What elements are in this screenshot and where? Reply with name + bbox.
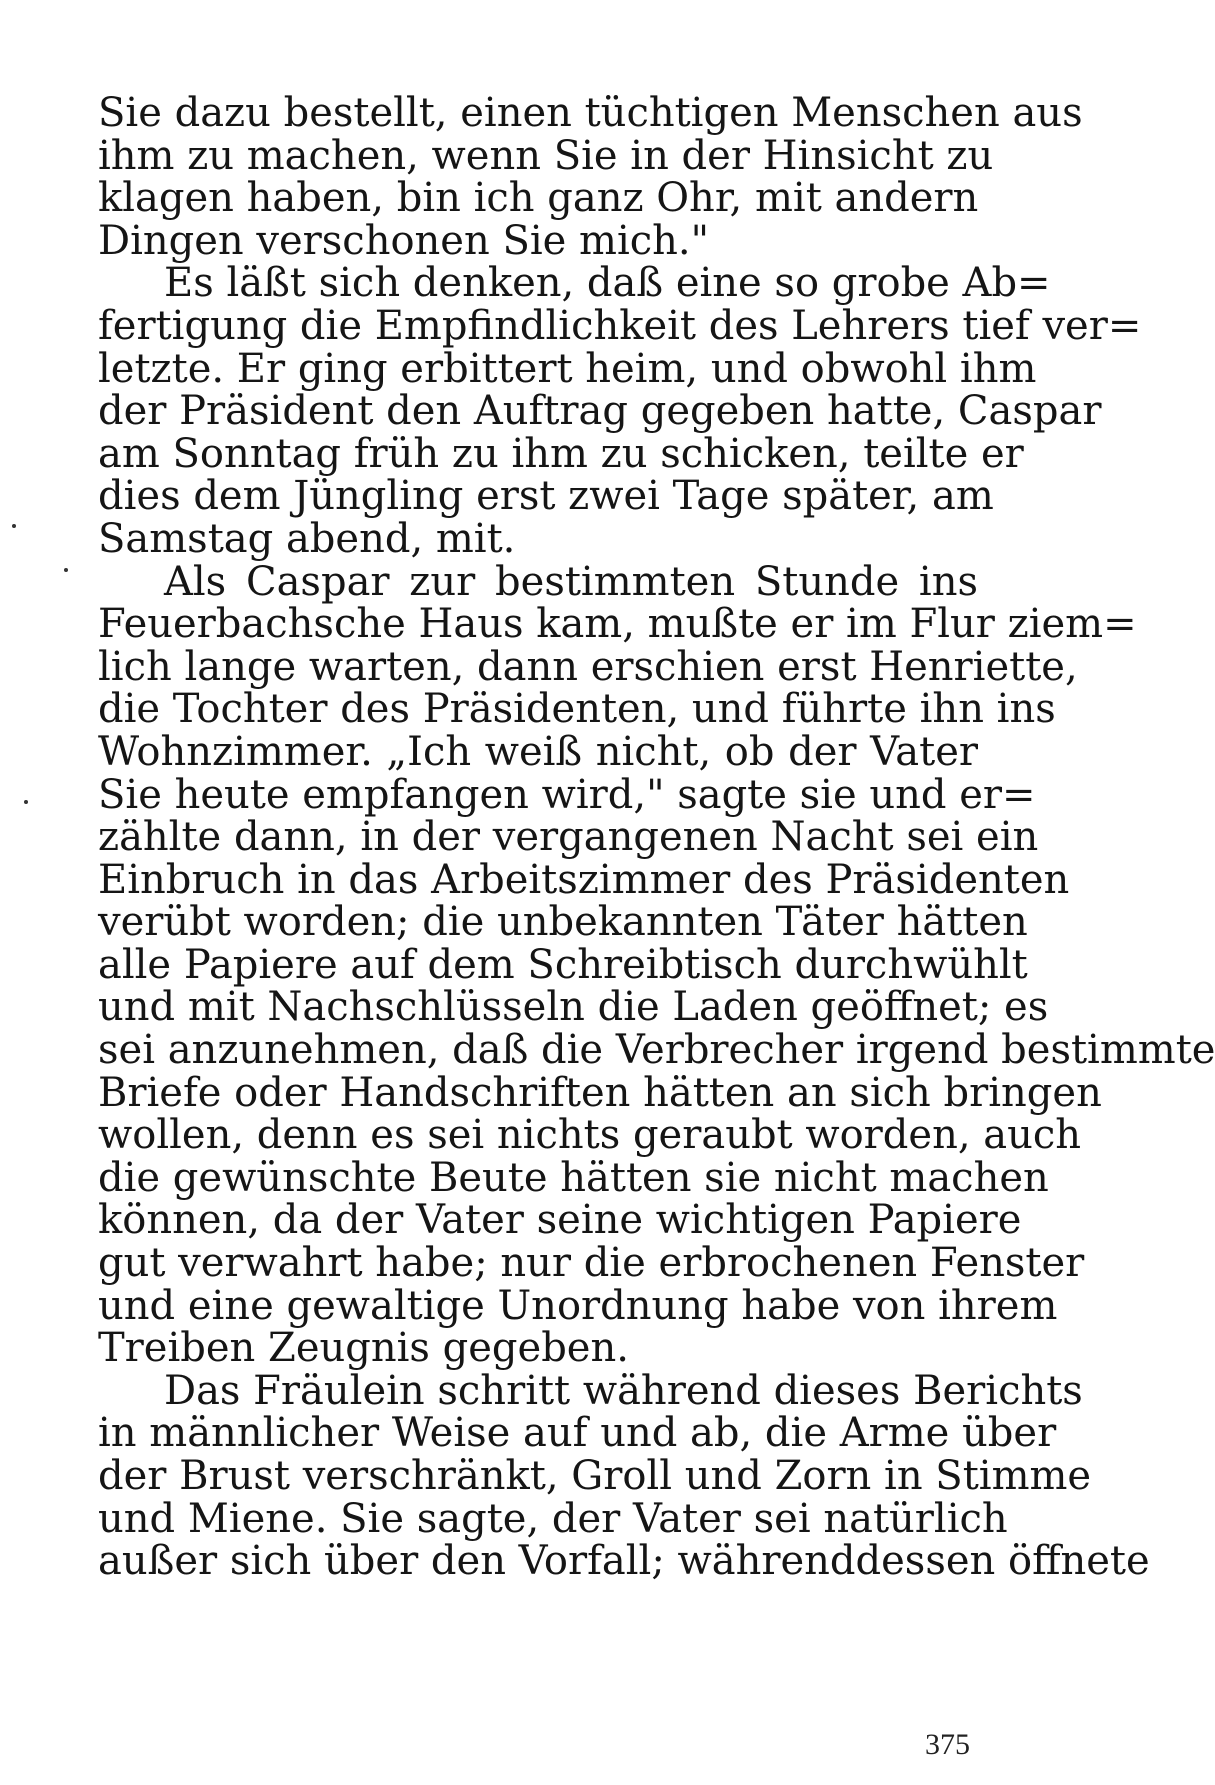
text-line: klagen haben, bin ich ganz Ohr, mit andern <box>98 175 979 222</box>
text-line: Wohnzimmer. „Ich weiß nicht, ob der Vater <box>98 728 978 775</box>
text-line: zählte dann, in der vergangenen Nacht sei ein <box>98 814 1039 861</box>
text-line: der Präsident den Auftrag gegeben hatte, Caspar <box>98 388 1102 435</box>
text-line: die Tochter des Präsidenten, und führte ihn ins <box>98 686 1056 733</box>
text-line: dies dem Jüngling erst zwei Tage später, am <box>98 473 994 520</box>
text-line: Das Fräulein schritt während dieses Berichts <box>164 1367 1083 1414</box>
text-line: verübt worden; die unbekannten Täter hätten <box>98 899 1028 946</box>
text-line: Dingen verschonen Sie mich." <box>98 217 710 264</box>
text-line: letzte. Er ging erbittert heim, und obwohl ihm <box>98 345 1037 392</box>
text-line: fertigung die Empfindlichkeit des Lehrers tief ver= <box>98 302 1142 349</box>
text-line: wollen, denn es sei nichts geraubt worden, auch <box>98 1112 1082 1159</box>
text-line: die gewünschte Beute hätten sie nicht machen <box>98 1154 1049 1201</box>
text-line: können, da der Vater seine wichtigen Papiere <box>98 1197 1022 1244</box>
text-line: gut verwahrt habe; nur die erbrochenen Fenster <box>98 1240 1085 1287</box>
text-line: Feuerbachsche Haus kam, mußte er im Flur ziem= <box>98 601 1137 648</box>
text-line: in männlicher Weise auf und ab, die Arme über <box>98 1410 1057 1457</box>
text-line: alle Papiere auf dem Schreibtisch durchwühlt <box>98 941 1028 988</box>
text-line: Einbruch in das Arbeitszimmer des Präsidenten <box>98 856 1070 903</box>
text-line: und eine gewaltige Unordnung habe von ihrem <box>98 1282 1058 1329</box>
text-line: Sie heute empfangen wird," sagte sie und er= <box>98 771 1036 818</box>
text-line: Als Caspar zur bestimmten Stunde ins <box>164 558 978 605</box>
page-number: 375 <box>925 1728 970 1761</box>
text-line: und mit Nachschlüsseln die Laden geöffnet; es <box>98 984 1049 1031</box>
text-line: Samstag abend, mit. <box>98 515 516 562</box>
print-speck <box>12 524 16 528</box>
text-line: außer sich über den Vorfall; währenddessen öffnete <box>98 1538 1150 1585</box>
text-line: Sie dazu bestellt, einen tüchtigen Menschen aus <box>98 90 1083 136</box>
body-text <box>98 90 1215 1585</box>
text-line: Treiben Zeugnis gegeben. <box>98 1325 629 1372</box>
text-line: Briefe oder Handschriften hätten an sich bringen <box>98 1069 1102 1116</box>
text-line: lich lange warten, dann erschien erst Henriette, <box>98 643 1078 690</box>
text-line: Es läßt sich denken, daß eine so grobe Ab= <box>164 260 1051 307</box>
text-line: am Sonntag früh zu ihm zu schicken, teilte er <box>98 430 1024 477</box>
text-line: sei anzunehmen, daß die Verbrecher irgend bestimmte <box>98 1027 1215 1074</box>
print-speck <box>24 800 28 804</box>
text-line: der Brust verschränkt, Groll und Zorn in Stimme <box>98 1453 1092 1499</box>
text-line: und Miene. Sie sagte, der Vater sei natürlich <box>98 1495 1008 1542</box>
print-speck <box>64 568 68 572</box>
text-line: ihm zu machen, wenn Sie in der Hinsicht zu <box>98 132 994 179</box>
